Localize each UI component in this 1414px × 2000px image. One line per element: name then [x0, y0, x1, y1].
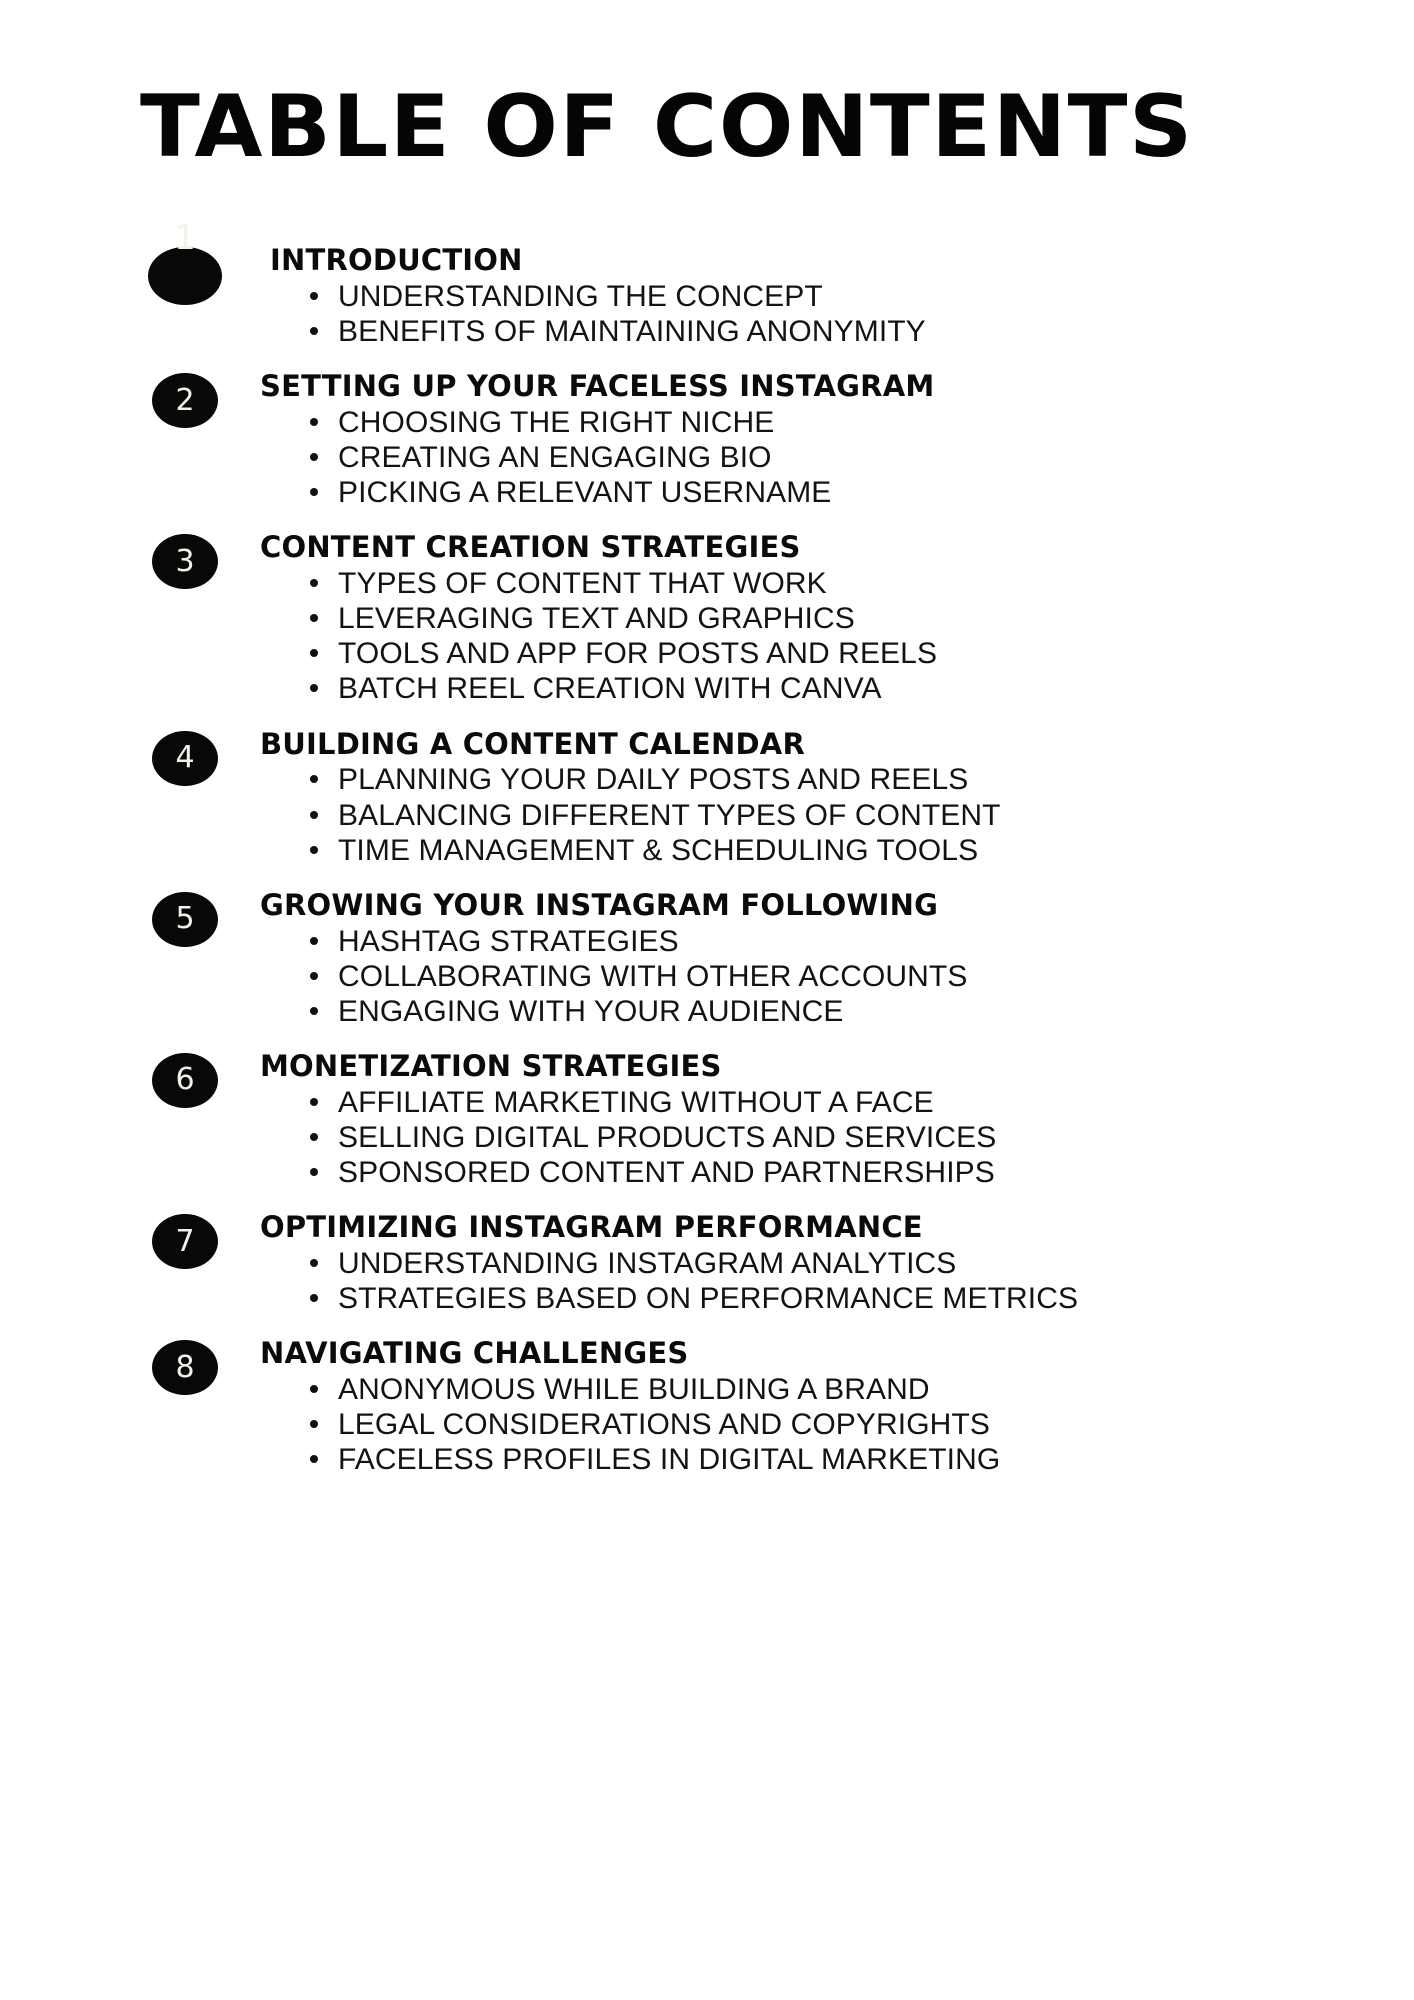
- section-number-badge: [152, 1214, 218, 1269]
- section-heading: GROWING YOUR INSTAGRAM FOLLOWING: [260, 887, 939, 922]
- list-item: [308, 1442, 1414, 1477]
- table-of-contents-list: [0, 218, 1414, 1499]
- bullet-dot-icon: [310, 453, 318, 461]
- section-number-badge: [152, 534, 218, 589]
- section-number: 3: [175, 543, 195, 579]
- bullet-dot-icon: [310, 1385, 318, 1393]
- bullet-dot-icon: [310, 1259, 318, 1267]
- bullet-dot-icon: [310, 775, 318, 783]
- section-number-badge: [152, 1053, 218, 1108]
- list-item-label: UNDERSTANDING INSTAGRAM ANALYTICS: [338, 1246, 957, 1280]
- section-number: 6: [175, 1062, 195, 1098]
- list-item-label: ENGAGING WITH YOUR AUDIENCE: [338, 994, 844, 1028]
- section-number: 7: [175, 1223, 195, 1259]
- section-number: 5: [175, 901, 195, 937]
- bullet-dot-icon: [310, 684, 318, 692]
- list-item: [308, 1372, 1414, 1407]
- section-number-badge: [152, 892, 218, 947]
- list-item: [308, 636, 1414, 671]
- list-item: [308, 924, 1414, 959]
- bullet-dot-icon: [310, 649, 318, 657]
- list-item-label: SELLING DIGITAL PRODUCTS AND SERVICES: [338, 1120, 997, 1154]
- bullet-dot-icon: [310, 1007, 318, 1015]
- list-item-label: BALANCING DIFFERENT TYPES OF CONTENT: [338, 798, 1001, 832]
- section-bullet-list: [160, 762, 1414, 867]
- bullet-dot-icon: [310, 327, 318, 335]
- bullet-dot-icon: [310, 937, 318, 945]
- list-item-label: BENEFITS OF MAINTAINING ANONYMITY: [338, 314, 926, 348]
- bullet-dot-icon: [310, 1168, 318, 1176]
- list-item: [308, 994, 1414, 1029]
- list-item-label: FACELESS PROFILES IN DIGITAL MARKETING: [338, 1443, 1001, 1477]
- list-item: [308, 440, 1414, 475]
- list-item-label: TOOLS AND APP FOR POSTS AND REELS: [338, 637, 938, 671]
- list-item: [308, 1085, 1414, 1120]
- bullet-dot-icon: [310, 1420, 318, 1428]
- section-bullet-list: [160, 566, 1414, 706]
- list-item: [308, 1281, 1414, 1316]
- section-heading: MONETIZATION STRATEGIES: [260, 1048, 722, 1083]
- list-item: [308, 833, 1414, 868]
- bullet-dot-icon: [310, 811, 318, 819]
- section-number-badge: [152, 731, 218, 786]
- section-number-badge: [152, 373, 218, 428]
- list-item-label: PLANNING YOUR DAILY POSTS AND REELS: [338, 763, 969, 797]
- bullet-dot-icon: [310, 1133, 318, 1141]
- section-number: 1: [174, 218, 196, 258]
- toc-section: [0, 1048, 1414, 1190]
- bullet-dot-icon: [310, 1098, 318, 1106]
- bullet-dot-icon: [310, 614, 318, 622]
- section-number-badge: [152, 1340, 218, 1395]
- list-item-label: SPONSORED CONTENT AND PARTNERSHIPS: [338, 1155, 995, 1189]
- section-heading: BUILDING A CONTENT CALENDAR: [260, 726, 805, 761]
- section-heading: SETTING UP YOUR FACELESS INSTAGRAM: [260, 369, 935, 404]
- list-item: [308, 601, 1414, 636]
- list-item-label: COLLABORATING WITH OTHER ACCOUNTS: [338, 959, 968, 993]
- section-heading: INTRODUCTION: [270, 243, 523, 277]
- list-item: [308, 566, 1414, 601]
- bullet-dot-icon: [310, 292, 318, 300]
- toc-section: [0, 726, 1414, 868]
- toc-section: [0, 1338, 1414, 1477]
- section-number: 4: [175, 740, 195, 776]
- list-item: [308, 279, 1414, 314]
- list-item: [308, 1120, 1414, 1155]
- bullet-dot-icon: [310, 579, 318, 587]
- page-title: TABLE OF CONTENTS: [140, 77, 1194, 177]
- list-item-label: CHOOSING THE RIGHT NICHE: [338, 405, 775, 439]
- bullet-dot-icon: [310, 972, 318, 980]
- section-number-badge: [148, 218, 222, 305]
- toc-section: [0, 532, 1414, 706]
- list-item-label: PICKING A RELEVANT USERNAME: [338, 476, 832, 510]
- list-item: [308, 314, 1414, 349]
- bullet-dot-icon: [310, 846, 318, 854]
- list-item-label: LEVERAGING TEXT AND GRAPHICS: [338, 602, 855, 636]
- section-bullet-list: [160, 405, 1414, 510]
- list-item: [308, 405, 1414, 440]
- section-bullet-list: [160, 1372, 1414, 1477]
- toc-section: [0, 1212, 1414, 1316]
- list-item: [308, 959, 1414, 994]
- list-item-label: TYPES OF CONTENT THAT WORK: [338, 567, 827, 601]
- list-item: [308, 762, 1414, 797]
- list-item: [308, 475, 1414, 510]
- section-bullet-list: [160, 279, 1414, 349]
- list-item-label: LEGAL CONSIDERATIONS AND COPYRIGHTS: [338, 1408, 990, 1442]
- list-item: [308, 1407, 1414, 1442]
- section-heading: OPTIMIZING INSTAGRAM PERFORMANCE: [260, 1210, 923, 1245]
- bullet-dot-icon: [310, 418, 318, 426]
- list-item-label: CREATING AN ENGAGING BIO: [338, 441, 772, 475]
- list-item-label: UNDERSTANDING THE CONCEPT: [338, 279, 823, 313]
- bullet-dot-icon: [310, 1294, 318, 1302]
- list-item: [308, 1155, 1414, 1190]
- list-item-label: TIME MANAGEMENT & SCHEDULING TOOLS: [338, 833, 979, 867]
- bullet-dot-icon: [310, 1455, 318, 1463]
- list-item: [308, 1246, 1414, 1281]
- toc-section: [0, 371, 1414, 510]
- section-bullet-list: [160, 1085, 1414, 1190]
- toc-section: [0, 218, 1414, 349]
- list-item-label: AFFILIATE MARKETING WITHOUT A FACE: [338, 1085, 934, 1119]
- bullet-dot-icon: [310, 488, 318, 496]
- list-item-label: BATCH REEL CREATION WITH CANVA: [338, 672, 882, 706]
- section-bullet-list: [160, 924, 1414, 1029]
- section-heading: NAVIGATING CHALLENGES: [260, 1336, 689, 1371]
- section-heading: CONTENT CREATION STRATEGIES: [260, 530, 801, 565]
- list-item-label: ANONYMOUS WHILE BUILDING A BRAND: [338, 1373, 930, 1406]
- section-number: 2: [175, 382, 195, 418]
- list-item-label: STRATEGIES BASED ON PERFORMANCE METRICS: [338, 1282, 1079, 1316]
- toc-section: [0, 887, 1414, 1029]
- section-bullet-list: [160, 1246, 1414, 1316]
- list-item-label: HASHTAG STRATEGIES: [338, 924, 679, 958]
- section-number: 8: [175, 1349, 195, 1385]
- list-item: [308, 798, 1414, 833]
- list-item: [308, 671, 1414, 706]
